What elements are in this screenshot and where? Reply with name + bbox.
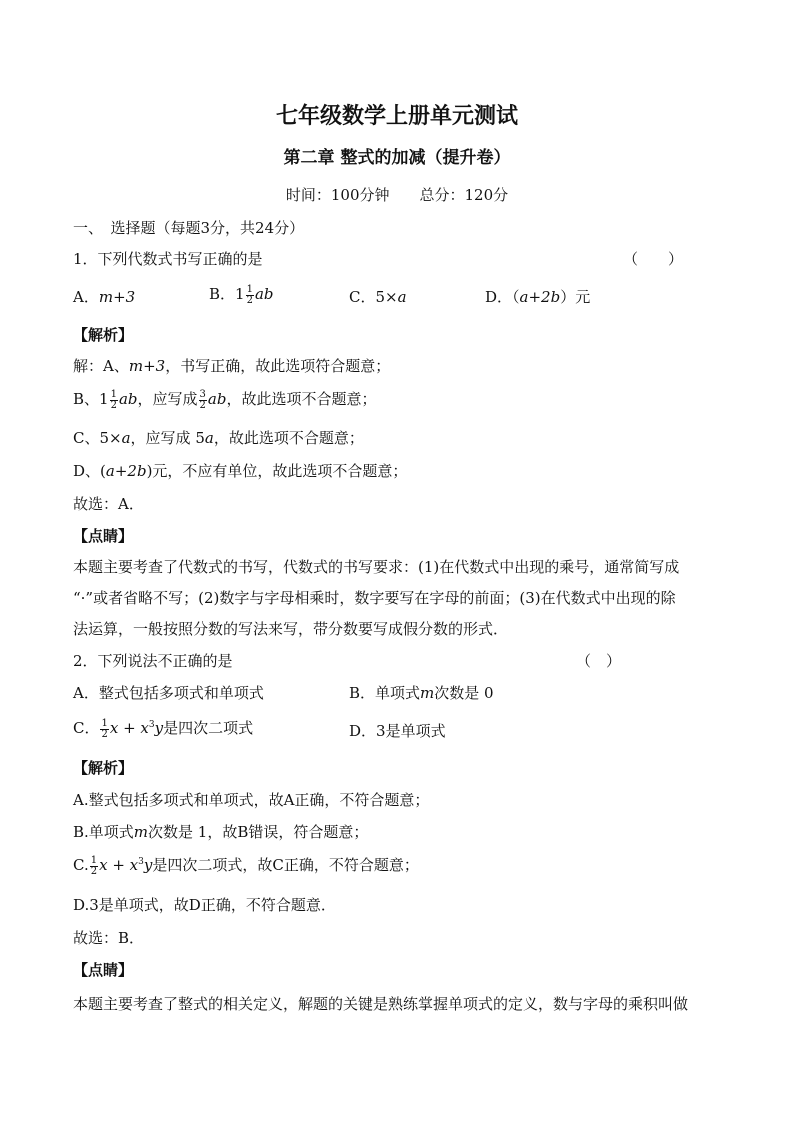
q1-stem-text: 1．下列代数式书写正确的是 [73, 250, 263, 268]
q1-solution-a: 解：A、m+3，书写正确，故此选项符合题意； [73, 357, 391, 375]
q2-answer-paren: （ ） [576, 652, 622, 670]
q1-solution-b: B、1 $\frac{1}{2}$ ab，应写成 $\frac{3}{2}$ ab，故此选项不合题意； [73, 388, 377, 411]
exam-meta: 时间：100分钟 总分：120分 [285, 186, 509, 204]
page-subtitle: 第二章 整式的加减（提升卷） [283, 148, 511, 168]
q2-option-d: D．3是单项式 [349, 722, 446, 740]
q1-comment-heading: 【点睛】 [73, 527, 134, 545]
q2-options-row-2 [73, 715, 733, 743]
page-title: 七年级数学上册单元测试 [275, 103, 518, 129]
q2-analysis-heading: 【解析】 [73, 759, 134, 777]
q1-option-d: D．（a+2b）元 [485, 288, 591, 306]
q2-comment-line-1: 本题主要考查了整式的相关定义，解题的关键是熟练掌握单项式的定义，数与字母的乘积叫做 [73, 995, 689, 1013]
q1-comment-line-3: 法运算，一般按照分数的写法来写，带分数要写成假分数的形式． [73, 620, 509, 638]
q1-answer-paren: （ ） [623, 250, 684, 268]
section-heading: 一、 选择题（每题3分，共24分） [73, 219, 305, 237]
q1-option-c: C．5×a [349, 288, 407, 306]
q1-solution-d: D、(a+2b)元，不应有单位，故此选项不合题意； [73, 462, 408, 480]
q1-stem [73, 249, 733, 269]
q1-comment-line-2: “·”或者省略不写；(2)数字与字母相乘时，数字要写在字母的前面；(3)在代数式中出现的除 [73, 589, 676, 607]
q2-choice: 故选：B． [73, 929, 145, 947]
q1-comment-line-1: 本题主要考查了代数式的书写，代数式的书写要求：(1)在代数式中出现的乘号，通常简写成 [73, 558, 680, 576]
q2-option-b: B．单项式m次数是 0 [349, 684, 494, 702]
q1-analysis-heading: 【解析】 [73, 326, 134, 344]
q2-option-a: A．整式包括多项式和单项式 [73, 684, 264, 702]
q1-choice: 故选：A． [73, 495, 144, 513]
q1-option-b: B．1 $\frac{1}{2}$ ab [209, 283, 274, 306]
q1-solution-c: C、5×a，应写成 5a，故此选项不合题意； [73, 429, 364, 447]
q2-solution-c: C. $\frac{1}{2}$ $x + x^3y$是四次二项式，故C正确，不符合题意； [73, 854, 419, 877]
q2-comment-heading: 【点睛】 [73, 961, 134, 979]
q2-solution-a: A.整式包括多项式和单项式，故A正确，不符合题意； [73, 791, 430, 809]
q2-option-c: C． $\frac{1}{2}$ $x + x^3y$是四次二项式 [73, 717, 254, 740]
q2-stem-text: 2．下列说法不正确的是 [73, 652, 233, 670]
q2-stem [73, 651, 733, 671]
q2-solution-b: B.单项式m次数是 1，故B错误，符合题意； [73, 823, 369, 841]
q1-options [73, 284, 733, 310]
q2-solution-d: D.3是单项式，故D正确，不符合题意． [73, 896, 336, 914]
q1-option-a: A．m+3 [73, 288, 136, 306]
